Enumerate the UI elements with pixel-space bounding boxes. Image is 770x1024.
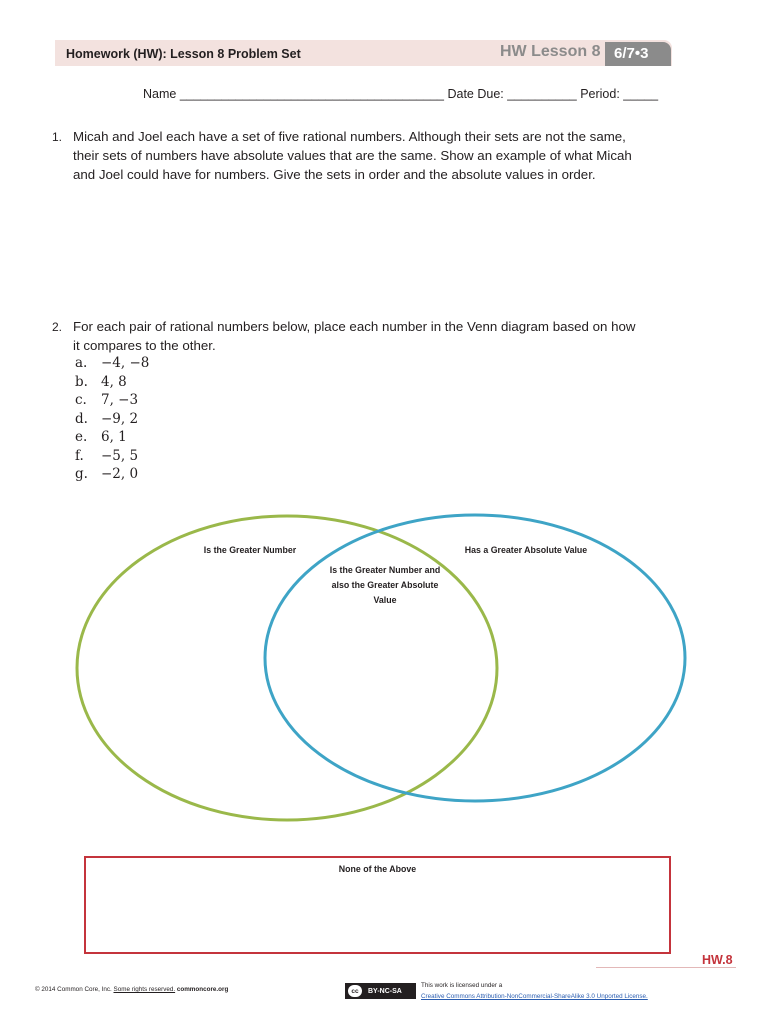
question-2-number: 2. bbox=[52, 320, 63, 334]
part-f-values: −5, 5 bbox=[101, 447, 139, 464]
part-b-values: 4, 8 bbox=[101, 373, 127, 390]
cc-icon: cc bbox=[348, 985, 362, 997]
venn-left-label: Is the Greater Number bbox=[203, 545, 297, 555]
question-1-number: 1. bbox=[52, 130, 63, 144]
part-f-letter: f. bbox=[75, 447, 84, 464]
page-number: HW.8 bbox=[702, 953, 733, 967]
footer-copyright bbox=[35, 986, 228, 993]
part-g-values: −2, 0 bbox=[101, 466, 139, 482]
part-a-values: −4, −8 bbox=[101, 355, 150, 371]
footer-license-link[interactable]: Creative Commons Attribution-NonCommercial-ShareAlike 3.0 Unported License. bbox=[421, 993, 648, 1000]
venn-middle-label-line-2: also the Greater Absolute bbox=[331, 580, 439, 590]
footer-license-intro: This work is licensed under a bbox=[421, 982, 503, 989]
footer-rights-link[interactable]: Some rights reserved. bbox=[113, 986, 176, 993]
part-a-letter: a. bbox=[75, 355, 88, 371]
part-d-letter: d. bbox=[75, 410, 88, 427]
part-e-values: 6, 1 bbox=[101, 429, 127, 445]
part-e-letter: e. bbox=[75, 429, 88, 445]
cc-license-badge[interactable] bbox=[345, 983, 416, 999]
page-number-rule bbox=[596, 967, 736, 968]
question-2-line-2: it compares to the other. bbox=[73, 338, 216, 353]
venn-left-circle bbox=[77, 516, 497, 820]
venn-middle-label-line-1: Is the Greater Number and bbox=[329, 565, 441, 575]
cc-badge-text: BY-NC-SA bbox=[368, 987, 402, 995]
footer-license bbox=[421, 980, 648, 1002]
header-title: Homework (HW): Lesson 8 Problem Set bbox=[66, 47, 301, 61]
header-code: 6/7•3 bbox=[614, 45, 649, 62]
header-lesson-label: HW Lesson 8 bbox=[500, 43, 601, 60]
part-d-values: −9, 2 bbox=[101, 410, 139, 427]
part-c-letter: c. bbox=[75, 392, 87, 408]
name-date-period-line: Name ______________________________________ Date Due: __________ Period: _____ bbox=[143, 87, 659, 101]
none-of-the-above-label: None of the Above bbox=[338, 864, 417, 874]
part-g-letter: g. bbox=[75, 466, 88, 482]
question-1-line-3: and Joel could have for numbers. Give the sets in order and the absolute values in order. bbox=[73, 167, 596, 182]
question-1-line-1: Micah and Joel each have a set of five rational numbers. Although their sets are not the same, bbox=[73, 129, 626, 144]
footer-site: commoncore.org bbox=[176, 986, 229, 993]
venn-middle-label-line-3: Value bbox=[373, 595, 397, 605]
question-2-line-1: For each pair of rational numbers below, place each number in the Venn diagram based on how bbox=[73, 319, 636, 334]
footer-copyright-text: © 2014 Common Core, Inc. bbox=[35, 986, 112, 993]
part-c-values: 7, −3 bbox=[101, 392, 139, 408]
venn-right-label: Has a Greater Absolute Value bbox=[464, 545, 588, 555]
question-1-line-2: their sets of numbers have absolute values that are the same. Show an example of what Micah bbox=[73, 148, 632, 163]
part-b-letter: b. bbox=[75, 373, 88, 390]
venn-middle-label bbox=[310, 563, 460, 608]
